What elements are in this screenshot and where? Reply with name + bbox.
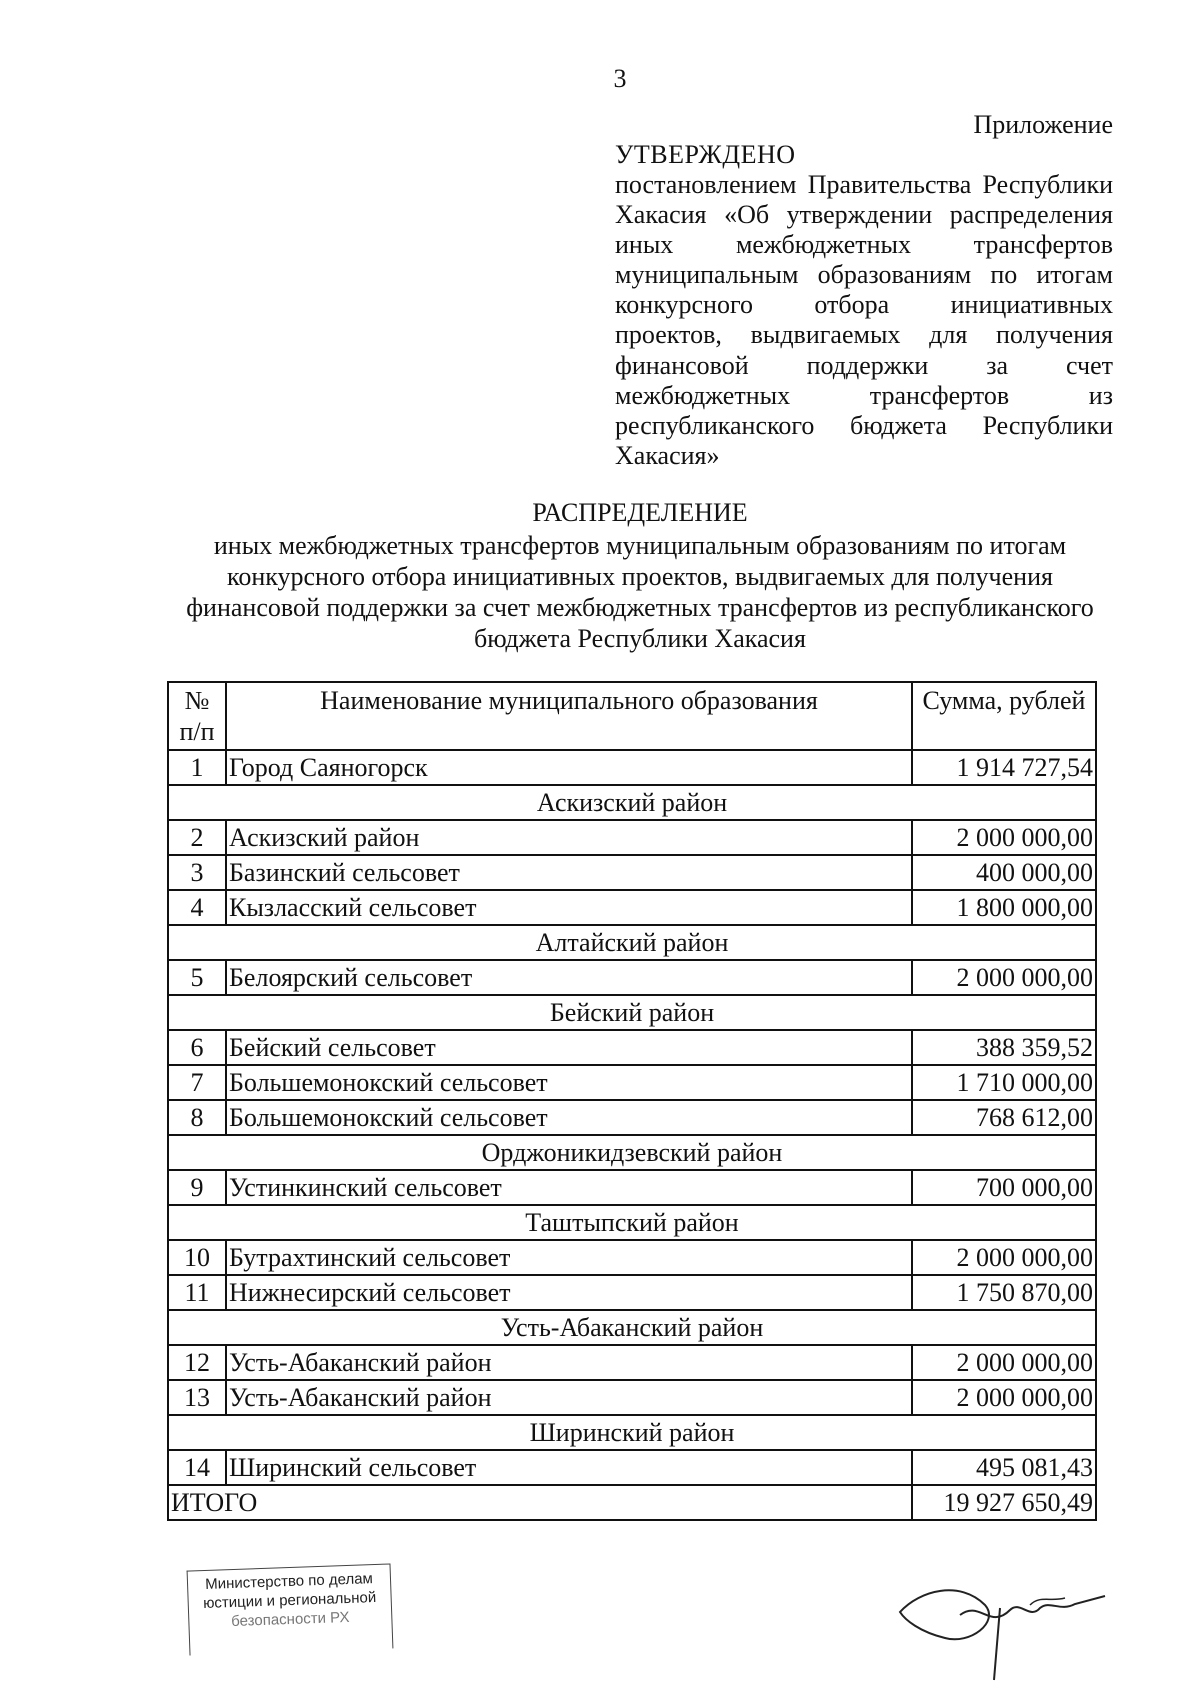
stamp-line-3: безопасности РХ <box>230 1608 350 1631</box>
table-row <box>168 890 1096 925</box>
stamp-line-1: Министерство по делам <box>204 1570 374 1593</box>
row-name: Кызласский сельсовет <box>226 890 912 925</box>
table-row <box>168 1065 1096 1100</box>
row-name: Большемонокский сельсовет <box>226 1065 912 1100</box>
row-name: Аскизский район <box>226 820 912 855</box>
table-row <box>168 1450 1096 1485</box>
region-row <box>168 785 1096 820</box>
document-subtitle: иных межбюджетных трансфертов муниципальным образованиям по итогам конкурсного отбора инициативных проектов, выдвигаемых для получения финансовой поддержки за счет межбюджетных трансфертов из республиканского бюджета Республики Хакасия <box>186 531 1094 653</box>
row-number: 7 <box>168 1065 226 1100</box>
stamp-line-2: юстиции и региональной <box>202 1588 377 1613</box>
region-row <box>168 1135 1096 1170</box>
row-sum: 1 750 870,00 <box>912 1275 1096 1310</box>
total-label: ИТОГО <box>168 1485 912 1520</box>
row-number: 8 <box>168 1100 226 1135</box>
row-sum: 400 000,00 <box>912 855 1096 890</box>
row-sum: 1 914 727,54 <box>912 750 1096 785</box>
row-number: 10 <box>168 1240 226 1275</box>
row-sum: 2 000 000,00 <box>912 820 1096 855</box>
page-number: 3 <box>613 64 627 93</box>
row-number: 11 <box>168 1275 226 1310</box>
total-row <box>168 1485 1096 1520</box>
table-header-row <box>168 682 1096 750</box>
row-sum: 768 612,00 <box>912 1100 1096 1135</box>
total-sum: 19 927 650,49 <box>912 1485 1096 1520</box>
row-number: 1 <box>168 750 226 785</box>
region-name: Аскизский район <box>168 785 1096 820</box>
table-row <box>168 750 1096 785</box>
table-row <box>168 1240 1096 1275</box>
table-row <box>168 1275 1096 1310</box>
row-name: Устинкинский сельсовет <box>226 1170 912 1205</box>
region-row <box>168 1415 1096 1450</box>
region-row <box>168 1310 1096 1345</box>
row-number: 4 <box>168 890 226 925</box>
row-name: Базинский сельсовет <box>226 855 912 890</box>
row-name: Усть-Абаканский район <box>226 1345 912 1380</box>
distribution-table <box>167 681 1097 1521</box>
row-sum: 1 710 000,00 <box>912 1065 1096 1100</box>
row-name: Большемонокский сельсовет <box>226 1100 912 1135</box>
row-sum: 2 000 000,00 <box>912 960 1096 995</box>
row-number: 2 <box>168 820 226 855</box>
row-name: Нижнесирский сельсовет <box>226 1275 912 1310</box>
row-number: 12 <box>168 1345 226 1380</box>
ministry-stamp <box>187 1563 394 1655</box>
header-sum: Сумма, рублей <box>912 682 1096 750</box>
row-name: Город Саяногорск <box>226 750 912 785</box>
region-name: Орджоникидзевский район <box>168 1135 1096 1170</box>
table-row <box>168 1100 1096 1135</box>
row-sum: 388 359,52 <box>912 1030 1096 1065</box>
table-row <box>168 1380 1096 1415</box>
row-sum: 495 081,43 <box>912 1450 1096 1485</box>
table-row <box>168 1170 1096 1205</box>
region-row <box>168 995 1096 1030</box>
row-number: 6 <box>168 1030 226 1065</box>
table-row <box>168 820 1096 855</box>
row-name: Белоярский сельсовет <box>226 960 912 995</box>
row-sum: 2 000 000,00 <box>912 1380 1096 1415</box>
region-name: Таштыпский район <box>168 1205 1096 1240</box>
region-name: Бейский район <box>168 995 1096 1030</box>
table-row <box>168 1030 1096 1065</box>
table-row <box>168 1345 1096 1380</box>
row-sum: 1 800 000,00 <box>912 890 1096 925</box>
table-row <box>168 960 1096 995</box>
row-sum: 2 000 000,00 <box>912 1240 1096 1275</box>
approved-heading: УТВЕРЖДЕНО <box>615 140 796 169</box>
row-name: Бейский сельсовет <box>226 1030 912 1065</box>
row-number: 3 <box>168 855 226 890</box>
row-name: Бутрахтинский сельсовет <box>226 1240 912 1275</box>
signature-image <box>890 1560 1120 1690</box>
row-number: 13 <box>168 1380 226 1415</box>
region-name: Алтайский район <box>168 925 1096 960</box>
row-sum: 2 000 000,00 <box>912 1345 1096 1380</box>
row-sum: 700 000,00 <box>912 1170 1096 1205</box>
region-name: Ширинский район <box>168 1415 1096 1450</box>
approved-resolution-text: постановлением Правительства Республики Хакасия «Об утверждении распределения иных межбюджетных трансфертов муниципальным образованиям по итогам конкурсного отбора инициативных проектов, выдвигаемых для получения финансовой поддержки за счет межбюджетных трансфертов из республиканского бюджета Республики Хакасия» <box>615 170 1113 470</box>
row-name: Усть-Абаканский район <box>226 1380 912 1415</box>
header-number: № п/п <box>168 682 226 750</box>
region-name: Усть-Абаканский район <box>168 1310 1096 1345</box>
region-row <box>168 1205 1096 1240</box>
row-name: Ширинский сельсовет <box>226 1450 912 1485</box>
header-name: Наименование муниципального образования <box>226 682 912 750</box>
document-title: РАСПРЕДЕЛЕНИЕ <box>532 498 748 527</box>
row-number: 9 <box>168 1170 226 1205</box>
row-number: 14 <box>168 1450 226 1485</box>
table-row <box>168 855 1096 890</box>
region-row <box>168 925 1096 960</box>
row-number: 5 <box>168 960 226 995</box>
appendix-label: Приложение <box>973 110 1113 139</box>
